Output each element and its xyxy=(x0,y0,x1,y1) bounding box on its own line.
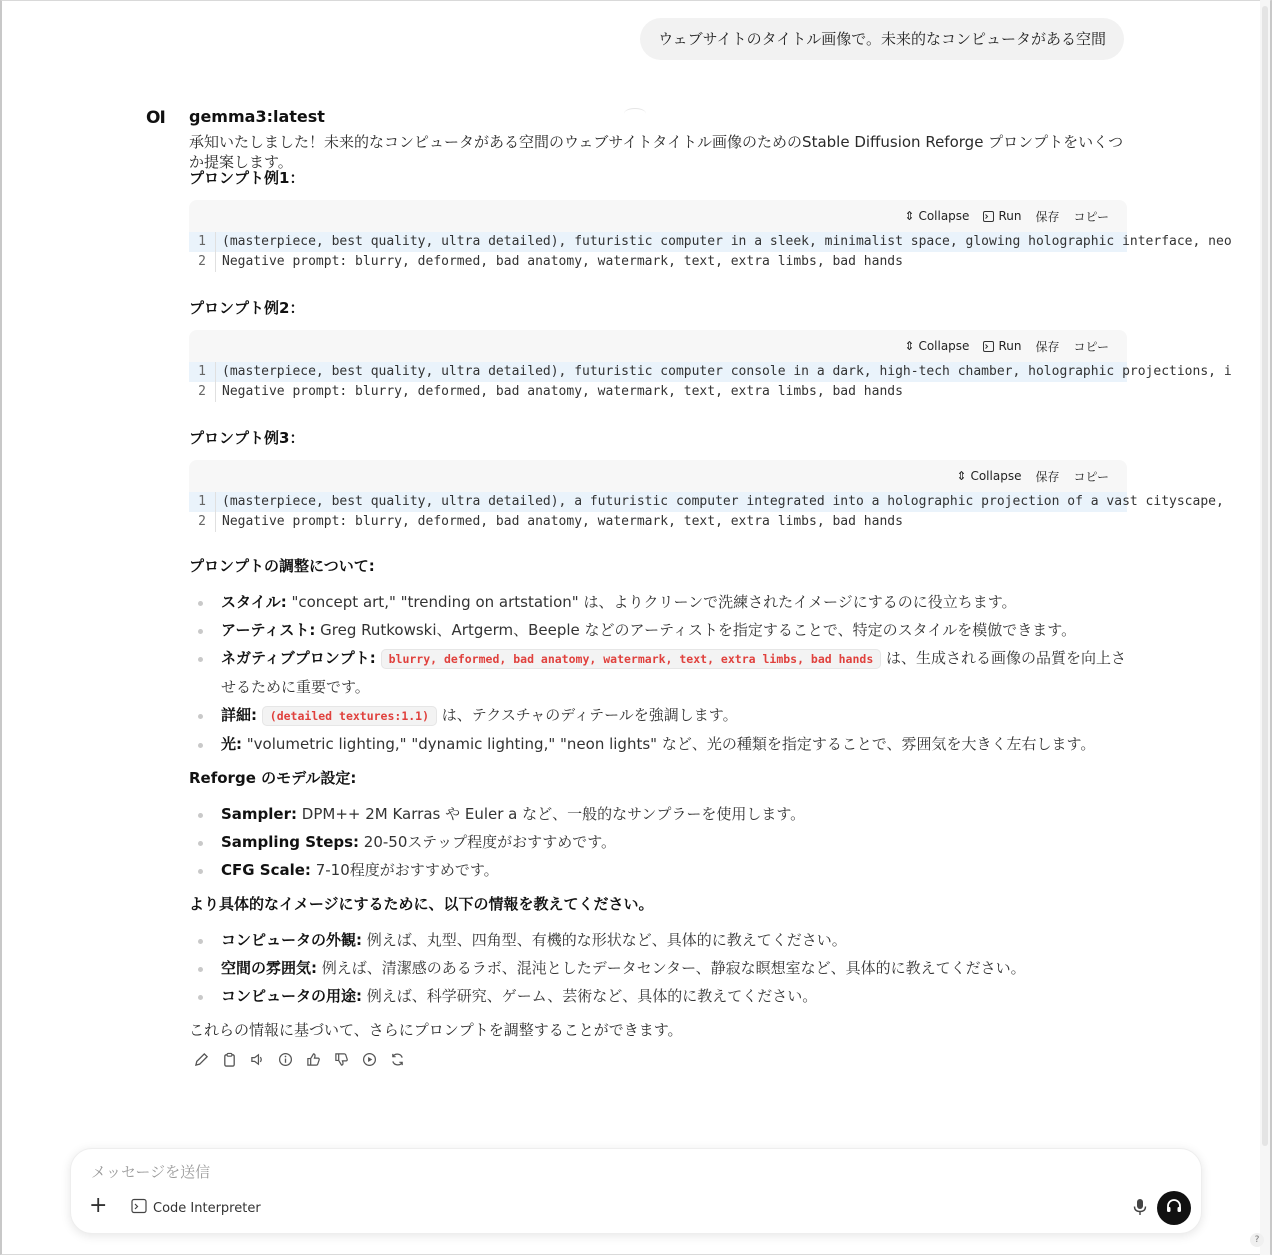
save-button[interactable]: 保存 xyxy=(1035,339,1060,354)
list-item: Sampling Steps: 20-50ステップ程度がおすすめです。 xyxy=(189,828,1127,856)
copy-button[interactable]: コピー xyxy=(1073,209,1109,224)
scrollbar[interactable] xyxy=(1260,0,1270,1255)
save-button[interactable]: 保存 xyxy=(1035,469,1060,484)
model-settings-list xyxy=(189,800,1127,884)
scrollbar-thumb[interactable] xyxy=(1262,6,1268,1146)
info-icon[interactable] xyxy=(277,1051,293,1067)
code-line: 1 (masterpiece, best quality, ultra detailed), futuristic computer in a sleek, minimalist space, glowing holographic interface, neo xyxy=(189,232,1127,252)
response-intro: 承知いたしました！未来的なコンピュータがある空間のウェブサイトタイトル画像のためのStable Diffusion Reforge プロンプトをいくつか提案します。 xyxy=(189,133,1124,171)
chevron-updown-icon: ⇕ xyxy=(904,209,915,223)
code-line: 2 Negative prompt: blurry, deformed, bad anatomy, watermark, text, extra limbs, bad hands xyxy=(189,512,1127,532)
code-interpreter-toggle[interactable]: Code Interpreter xyxy=(131,1198,261,1218)
list-item: 空間の雰囲気: 例えば、清潔感のあるラボ、混沌としたデータセンター、静寂な瞑想室など、具体的に教えてください。 xyxy=(189,954,1127,982)
help-button[interactable]: ? xyxy=(1250,1233,1264,1247)
terminal-icon xyxy=(983,211,994,222)
collapse-button[interactable]: ⇕ Collapse xyxy=(904,209,970,223)
list-item: コンピュータの用途: 例えば、科学研究、ゲーム、芸術など、具体的に教えてください。 xyxy=(189,982,1127,1010)
thumbs-down-icon[interactable] xyxy=(333,1051,349,1067)
code-editor[interactable] xyxy=(189,362,1232,402)
list-item: スタイル: "concept art," "trending on artstation" は、よりクリーンで洗練されたイメージにするのに役立ちます。 xyxy=(189,588,1127,616)
code-block-1 xyxy=(189,200,1232,272)
tuning-list xyxy=(189,588,1127,758)
microphone-icon xyxy=(1133,1201,1147,1220)
prompt-heading-2: プロンプト例2： xyxy=(189,299,305,317)
speaker-icon[interactable] xyxy=(249,1051,265,1067)
message-input[interactable]: メッセージを送信 xyxy=(91,1163,211,1181)
code-line: 1 (masterpiece, best quality, ultra detailed), a futuristic computer integrated into a holographic projection of a vast cityscape, xyxy=(189,492,1127,512)
code-toolbar xyxy=(189,200,1127,232)
message-actions xyxy=(193,1051,1127,1067)
assistant-avatar: OI xyxy=(146,108,165,128)
headphones-icon xyxy=(1165,1197,1183,1219)
voice-mode-button[interactable] xyxy=(1157,1191,1191,1225)
user-message: ウェブサイトのタイトル画像で。未来的なコンピュータがある空間 xyxy=(640,18,1124,60)
code-block-2 xyxy=(189,330,1232,402)
more-info-list xyxy=(189,926,1127,1010)
model-settings-heading: Reforge のモデル設定: xyxy=(189,769,357,787)
prompt-heading-3: プロンプト例3： xyxy=(189,429,305,447)
chevron-updown-icon: ⇕ xyxy=(956,469,967,483)
list-item: アーティスト: Greg Rutkowski、Artgerm、Beeple などのアーティストを指定することで、特定のスタイルを模倣できます。 xyxy=(189,616,1127,644)
inline-code: blurry, deformed, bad anatomy, watermark, text, extra limbs, bad hands xyxy=(381,649,882,669)
more-info-heading: より具体的なイメージにするために、以下の情報を教えてください。 xyxy=(189,895,654,913)
run-button[interactable]: Run xyxy=(983,209,1021,223)
list-item: ネガティブプロンプト: blurry, deformed, bad anatomy, watermark, text, extra limbs, bad hands は、生成される画像の品質を向上させるために重要です。 xyxy=(189,644,1127,701)
message-composer xyxy=(70,1148,1202,1234)
code-line: 1 (masterpiece, best quality, ultra detailed), futuristic computer console in a dark, high-tech chamber, holographic projections, i xyxy=(189,362,1127,382)
chevron-updown-icon: ⇕ xyxy=(904,339,915,353)
code-editor[interactable] xyxy=(189,492,1224,532)
list-item: 光: "volumetric lighting," "dynamic lighting," "neon lights" など、光の種類を指定することで、雰囲気を大きく左右します。 xyxy=(189,730,1127,758)
assistant-response xyxy=(189,132,1232,1067)
prompt-heading-1: プロンプト例1： xyxy=(189,169,305,187)
terminal-icon xyxy=(983,341,994,352)
copy-button[interactable]: コピー xyxy=(1073,339,1109,354)
closing-text: これらの情報に基づいて、さらにプロンプトを調整することができます。 xyxy=(189,1021,683,1039)
run-button[interactable]: Run xyxy=(983,339,1021,353)
loading-indicator xyxy=(624,108,646,119)
code-line: 2 Negative prompt: blurry, deformed, bad anatomy, watermark, text, extra limbs, bad hands xyxy=(189,382,1127,402)
thumbs-up-icon[interactable] xyxy=(305,1051,321,1067)
add-attachment-button[interactable]: + xyxy=(89,1193,108,1218)
copy-button[interactable]: コピー xyxy=(1073,469,1109,484)
list-item: Sampler: DPM++ 2M Karras や Euler a など、一般的なサンプラーを使用します。 xyxy=(189,800,1127,828)
tuning-heading: プロンプトの調整について: xyxy=(189,557,375,575)
model-name: gemma3:latest xyxy=(189,107,325,126)
play-icon[interactable] xyxy=(361,1051,377,1067)
code-block-3 xyxy=(189,460,1224,532)
collapse-button[interactable]: ⇕ Collapse xyxy=(904,339,970,353)
code-toolbar xyxy=(189,460,1127,492)
microphone-button[interactable] xyxy=(1133,1198,1147,1220)
code-line: 2 Negative prompt: blurry, deformed, bad anatomy, watermark, text, extra limbs, bad hands xyxy=(189,252,1127,272)
code-toolbar xyxy=(189,330,1127,362)
edit-icon[interactable] xyxy=(193,1051,209,1067)
regenerate-icon[interactable] xyxy=(389,1051,405,1067)
code-editor[interactable] xyxy=(189,232,1232,272)
collapse-button[interactable]: ⇕ Collapse xyxy=(956,469,1022,483)
save-button[interactable]: 保存 xyxy=(1035,209,1060,224)
list-item: CFG Scale: 7-10程度がおすすめです。 xyxy=(189,856,1127,884)
clipboard-icon[interactable] xyxy=(221,1051,237,1067)
inline-code: (detailed textures:1.1) xyxy=(262,706,437,726)
terminal-icon xyxy=(131,1198,147,1218)
list-item: コンピュータの外観: 例えば、丸型、四角型、有機的な形状など、具体的に教えてください。 xyxy=(189,926,1127,954)
list-item: 詳細: (detailed textures:1.1) は、テクスチャのディテールを強調します。 xyxy=(189,701,1127,730)
